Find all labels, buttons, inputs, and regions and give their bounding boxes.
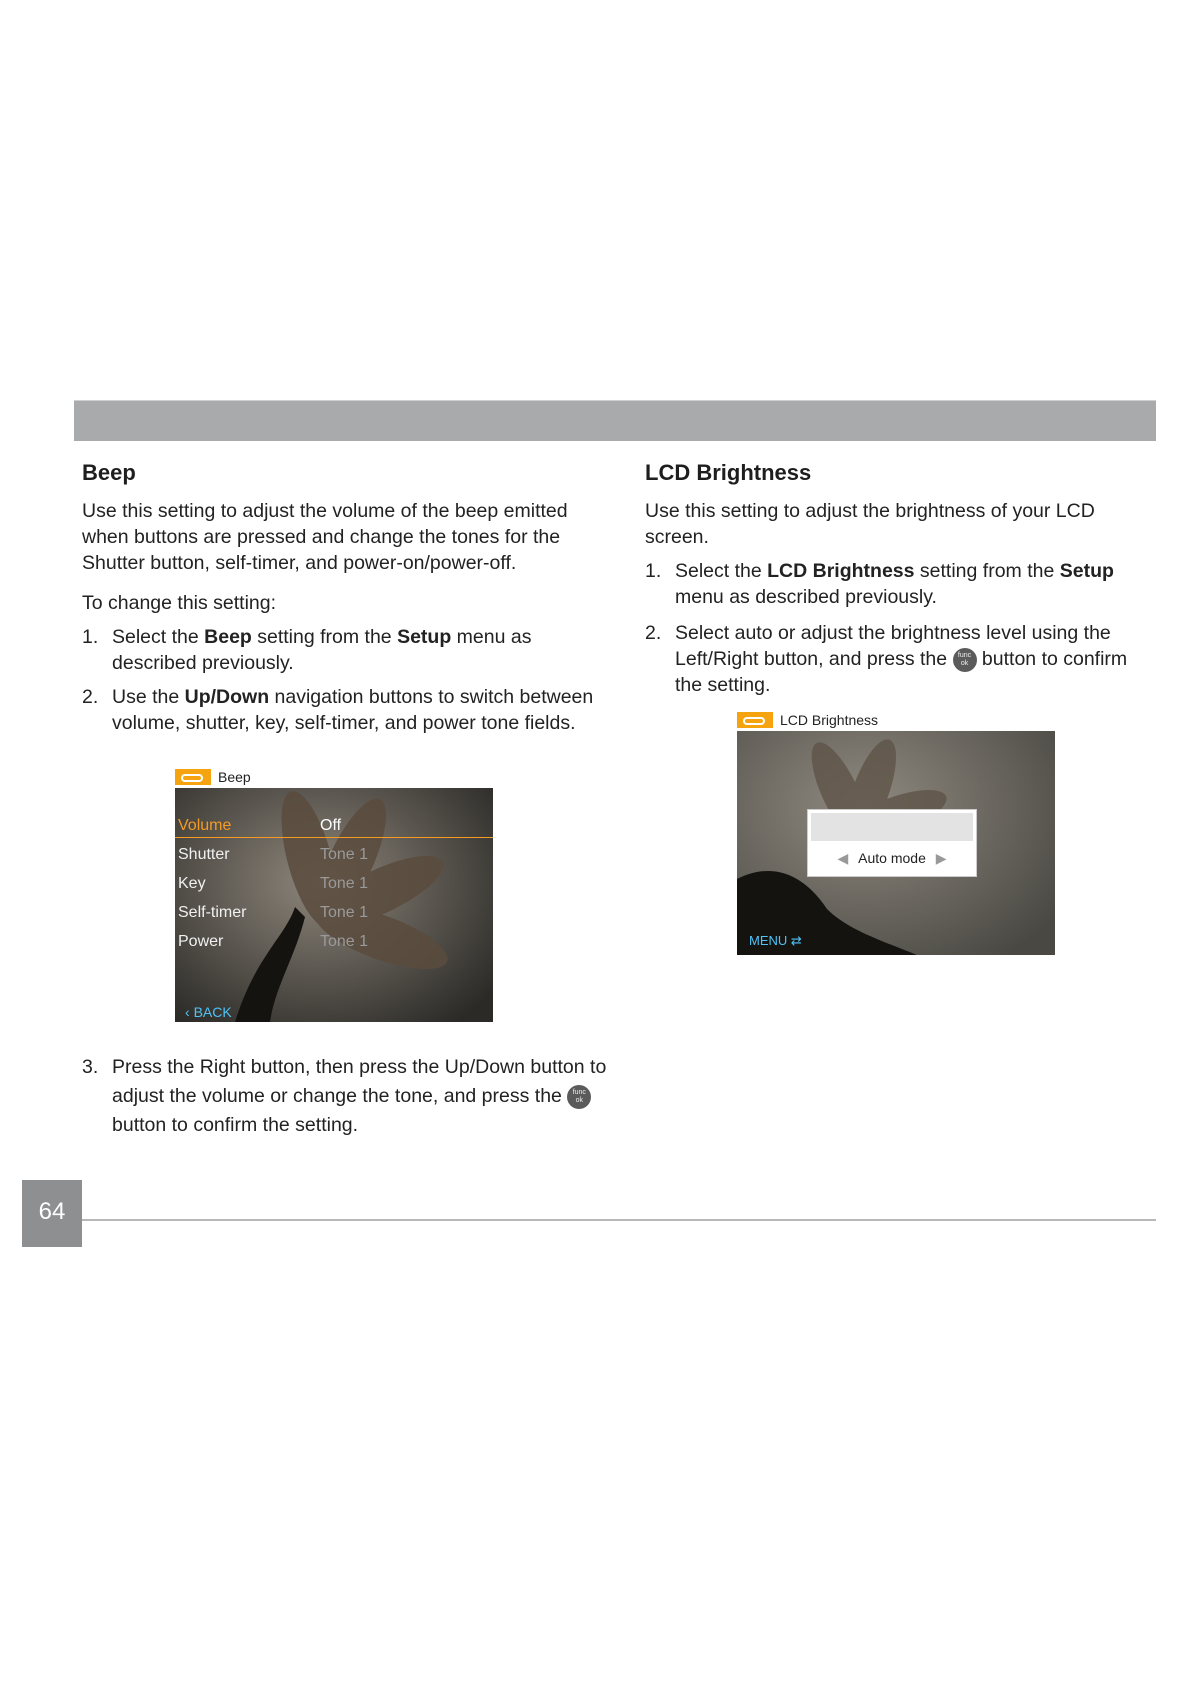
lcd-step-1: 1. Select the LCD Brightness setting from the Setup menu as described previously. bbox=[645, 560, 1114, 608]
lcd-heading: LCD Brightness bbox=[645, 460, 812, 485]
back-arrow-icon: ‹ bbox=[185, 1004, 190, 1020]
lcd-intro: Use this setting to adjust the brightness of your LCD screen. bbox=[645, 500, 1095, 548]
beep-row-power[interactable]: Power Tone 1 bbox=[178, 933, 369, 950]
back-button[interactable]: ‹ BACK bbox=[185, 1004, 232, 1020]
left-arrow-icon[interactable]: ◀ bbox=[837, 850, 849, 866]
beep-step-1: 1. Select the Beep setting from the Setup menu as described previously. bbox=[82, 626, 532, 674]
func-ok-button-icon: func ok bbox=[567, 1085, 591, 1109]
return-arrow-icon: ⇄ bbox=[790, 933, 802, 948]
section-header-bar bbox=[74, 400, 1156, 441]
page-number: 64 bbox=[22, 1180, 82, 1247]
beep-menu-header: Beep bbox=[175, 767, 493, 788]
lcd-menu-header: LCD Brightness bbox=[737, 709, 1055, 731]
beep-row-key[interactable]: Key Tone 1 bbox=[178, 875, 369, 892]
beep-heading: Beep bbox=[82, 460, 136, 485]
setup-key-icon bbox=[175, 769, 211, 785]
beep-row-self-timer[interactable]: Self-timer Tone 1 bbox=[178, 904, 369, 921]
beep-step-3: 3. Press the Right button, then press the Up/Down button to adjust the volume or change the tone, and press the func ok button to confirm the setting. bbox=[82, 1056, 607, 1136]
beep-menu-screenshot bbox=[175, 767, 493, 1022]
lcd-brightness-screenshot bbox=[737, 709, 1055, 955]
lcd-step-2: 2. Select auto or adjust the brightness level using the Left/Right button, and press the func ok button to confirm the setting. bbox=[645, 622, 1128, 696]
beep-row-shutter[interactable]: Shutter Tone 1 bbox=[178, 846, 369, 863]
brightness-popup bbox=[807, 809, 977, 877]
brightness-mode-selector[interactable]: ◀ Auto mode ▶ bbox=[837, 850, 947, 866]
lcd-brightness-section bbox=[645, 458, 1145, 706]
brightness-level-bar bbox=[811, 813, 973, 841]
menu-button[interactable]: MENU ⇄ bbox=[749, 933, 802, 948]
selection-line bbox=[175, 837, 493, 838]
func-ok-button-icon: func ok bbox=[953, 648, 977, 672]
setup-key-icon bbox=[737, 712, 773, 728]
beep-change-text: To change this setting: bbox=[82, 592, 277, 614]
beep-row-volume[interactable]: Volume Off bbox=[178, 817, 342, 834]
beep-intro: Use this setting to adjust the volume of the beep emitted when buttons are pressed and change the tones for the Shutter button, self-timer, and power-on/power-off. bbox=[82, 500, 568, 574]
flower-background-image bbox=[175, 767, 493, 1022]
beep-step-2: 2. Use the Up/Down navigation buttons to switch between volume, shutter, key, self-timer, and power tone fields. bbox=[82, 686, 594, 734]
beep-section bbox=[82, 458, 602, 744]
footer-rule bbox=[82, 1219, 1156, 1221]
right-arrow-icon[interactable]: ▶ bbox=[935, 850, 947, 866]
